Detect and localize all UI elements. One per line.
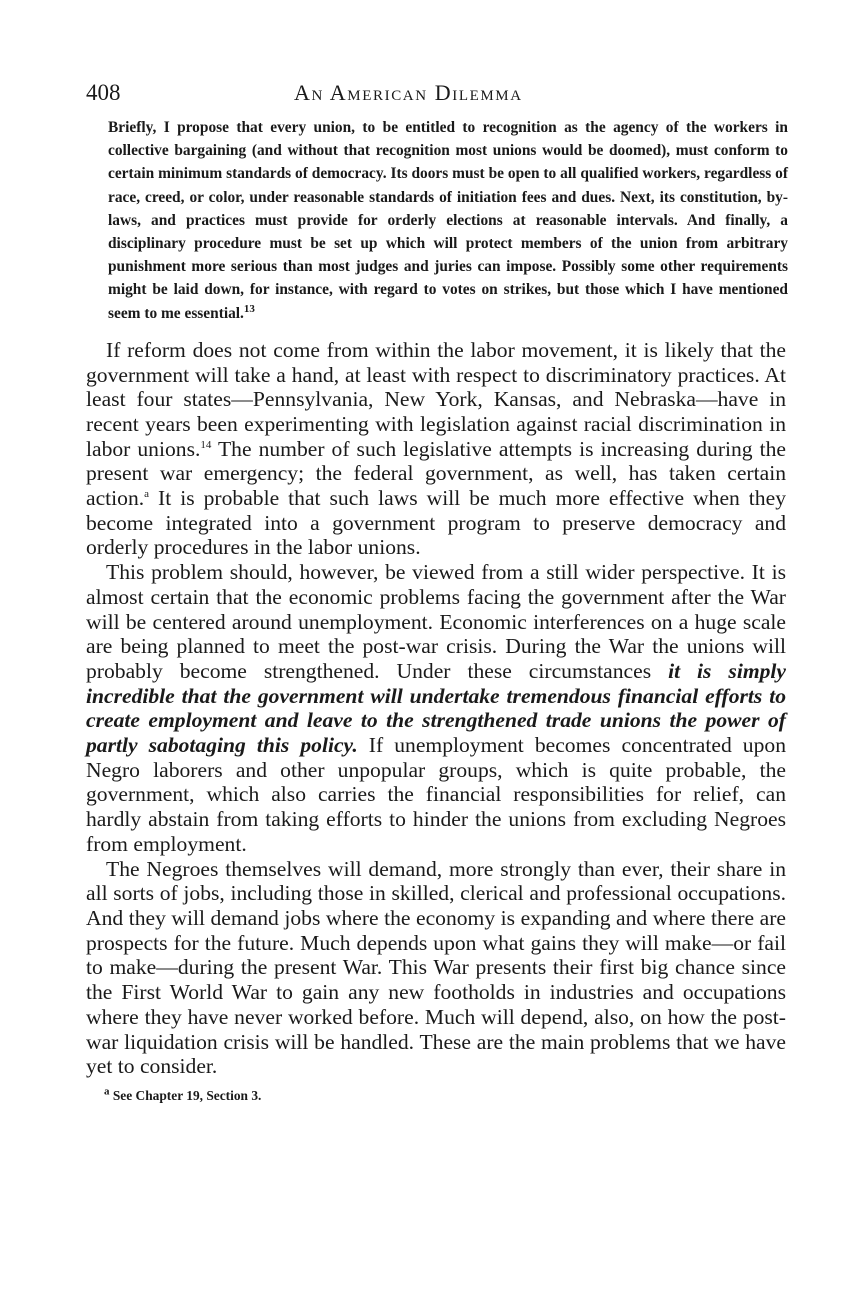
paragraph-3	[86, 857, 786, 1079]
book-title: An American Dilemma	[294, 80, 523, 105]
paragraph-2-emphasis: it is simply incredible that the government will undertake tremendous financial efforts to create employment and leave to the strengthened trade unions the power of partly sabotaging this policy.	[86, 658, 786, 758]
paragraph-1-text-c: It is probable that such laws will be much more effective when they become integrated into a government program to preserve democracy and orderly procedures in the labor unions.	[86, 486, 786, 560]
paragraph-2-text-b: If unemployment becomes concentrated upon Negro laborers and other unpopular groups, which is quite probable, the government, which also carries the financial responsibilities for relief, can hardly abstain from taking efforts to hinder the unions from excluding Negroes from employment.	[86, 733, 786, 856]
paragraph-1	[86, 338, 786, 560]
paragraph-3-text: The Negroes themselves will demand, more strongly than ever, their share in all sorts of jobs, including those in skilled, clerical and professional occupations. And they will demand jobs where the economy is expanding and where there are prospects for the future. Much depends upon what gains they will make—or fail to make—during the present War. This War presents their first big chance since the First World War to gain any new footholds in industries and occupations where they have never worked before. Much will depend, also, on how the post-war liquidation crisis will be handled. These are the main problems that we have yet to consider.	[86, 856, 786, 1079]
note-reference-14: 14	[200, 438, 212, 451]
block-quote-text: Briefly, I propose that every union, to be entitled to recognition as the agency of the workers in collective bargaining (and without that recognition most unions would be doomed), must conform to certain minimum standards of democracy. Its doors must be open to all qualified workers, regardless of race, creed, or color, under reasonable standards of initiation fees and dues. Next, its constitution, by-laws, and practices must provide for orderly elections at reasonable intervals. And finally, a disciplinary procedure must be set up which will protect members of the union from arbitrary punishment more serious than most judges and juries can impose. Possibly some other requirements might be laid down, for instance, with regard to votes on strikes, but those which I have mentioned seem to me essential.	[108, 119, 788, 322]
footnote-reference-a: a	[144, 487, 150, 500]
paragraph-2-text-a: This problem should, however, be viewed from a still wider perspective. It is almost certain that the economic problems facing the government after the War will be centered around unemployment. Economic interferences on a huge scale are being planned to meet the post-war crisis. During the War the unions will probably become strengthened. Under these circumstances	[86, 560, 786, 683]
paragraph-1-text-b: The number of such legislative attempts is increasing during the present war emergency; the federal government, as well, has taken certain action.	[86, 436, 786, 511]
footnote	[104, 1085, 786, 1104]
quote-note-reference: 13	[243, 302, 255, 315]
page-number: 408	[86, 80, 121, 105]
footnote-marker: a	[104, 1085, 110, 1098]
paragraph-1-text-a: If reform does not come from within the labor movement, it is likely that the government will take a hand, at least with respect to discriminatory practices. At least four states—Pennsylvania, New York, Kansas, and Nebraska—have in recent years been experimenting with legislation against racial discrimination in labor unions.	[86, 337, 786, 461]
paragraph-2	[86, 560, 786, 856]
footnote-text: See Chapter 19, Section 3.	[112, 1087, 262, 1103]
block-quote	[108, 116, 788, 325]
book-page	[86, 72, 786, 1104]
running-head	[86, 72, 786, 112]
